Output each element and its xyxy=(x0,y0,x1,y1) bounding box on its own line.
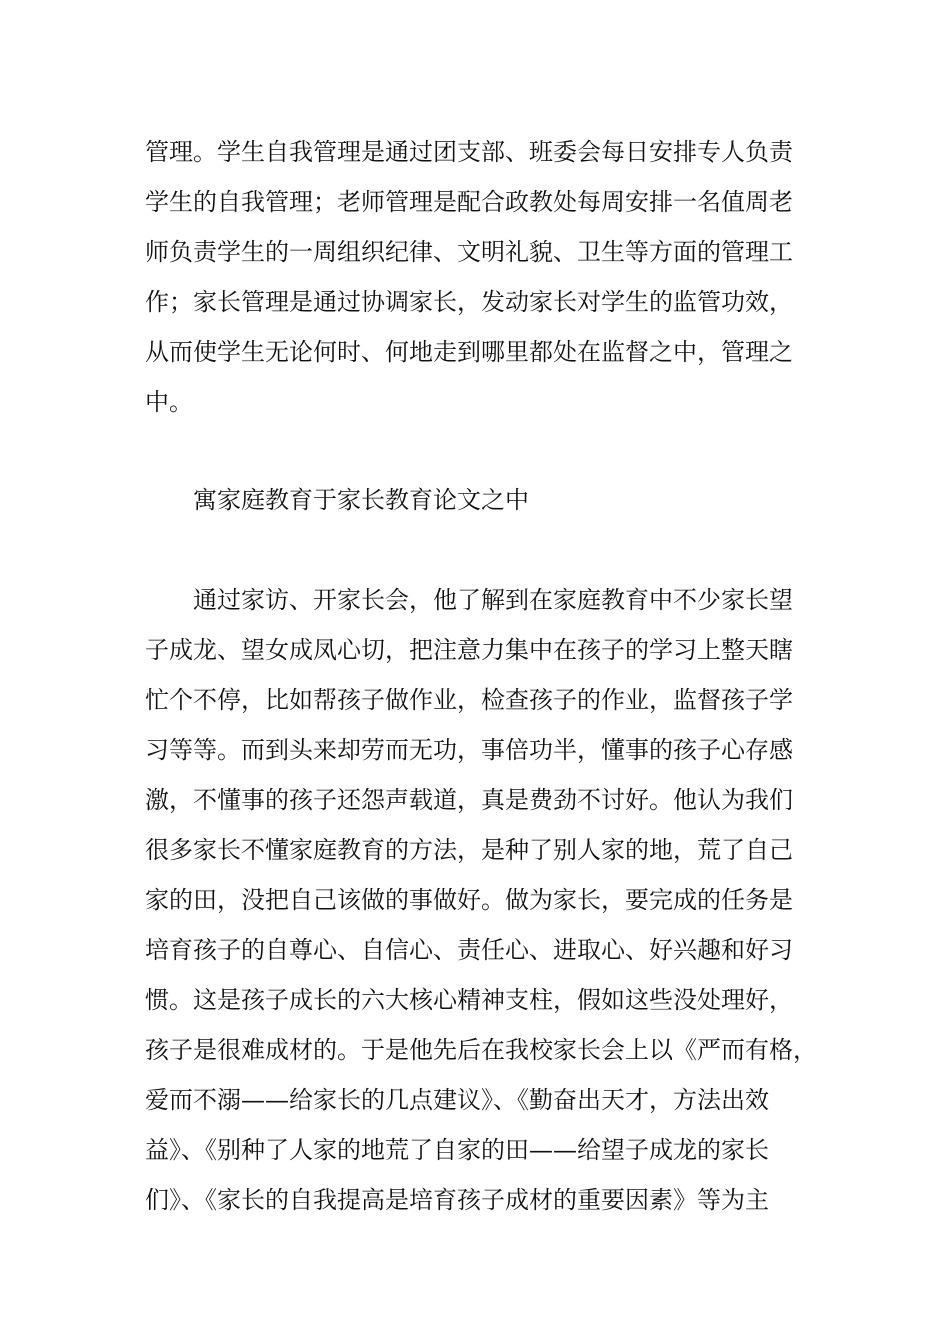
paragraph-1-line: 从而使学生无论何时、何地走到哪里都处在监督之中，管理之 xyxy=(145,338,793,366)
section-heading: 寓家庭教育于家长教育论文之中 xyxy=(193,486,529,514)
paragraph-1-line: 中。 xyxy=(145,388,193,416)
paragraph-2-line: 家的田，没把自己该做的事做好。做为家长，要完成的任务是 xyxy=(145,886,793,914)
paragraph-1-line: 学生的自我管理；老师管理是配合政教处每周安排一名值周老 xyxy=(145,188,793,216)
paragraph-2-line: 习等等。而到头来却劳而无功，事倍功半，懂事的孩子心存感 xyxy=(145,736,793,764)
paragraph-2-line: 爱而不溺——给家长的几点建议》、《勤奋出天才，方法出效 xyxy=(145,1086,769,1114)
paragraph-2-line: 们》、《家长的自我提高是培育孩子成材的重要因素》等为主 xyxy=(145,1186,769,1214)
paragraph-2-line: 激，不懂事的孩子还怨声载道，真是费劲不讨好。他认为我们 xyxy=(145,786,793,814)
paragraph-2-line: 培育孩子的自尊心、自信心、责任心、进取心、好兴趣和好习 xyxy=(145,936,793,964)
paragraph-2-line: 忙个不停，比如帮孩子做作业，检查孩子的作业，监督孩子学 xyxy=(145,686,793,714)
paragraph-2-line: 孩子是很难成材的。于是他先后在我校家长会上以《严而有格， xyxy=(145,1036,817,1064)
paragraph-2-line: 很多家长不懂家庭教育的方法，是种了别人家的地，荒了自己 xyxy=(145,836,793,864)
paragraph-1-line: 管理。学生自我管理是通过团支部、班委会每日安排专人负责 xyxy=(145,138,793,166)
paragraph-1-line: 作；家长管理是通过协调家长，发动家长对学生的监管功效， xyxy=(145,288,793,316)
paragraph-2-line: 益》、《别种了人家的地荒了自家的田——给望子成龙的家长 xyxy=(145,1136,769,1164)
paragraph-1-line: 师负责学生的一周组织纪律、文明礼貌、卫生等方面的管理工 xyxy=(145,238,793,266)
paragraph-2-line: 通过家访、开家长会，他了解到在家庭教育中不少家长望 xyxy=(193,586,793,614)
paragraph-2-line: 子成龙、望女成凤心切，把注意力集中在孩子的学习上整天瞎 xyxy=(145,636,793,664)
paragraph-2-line: 惯。这是孩子成长的六大核心精神支柱，假如这些没处理好， xyxy=(145,986,793,1014)
